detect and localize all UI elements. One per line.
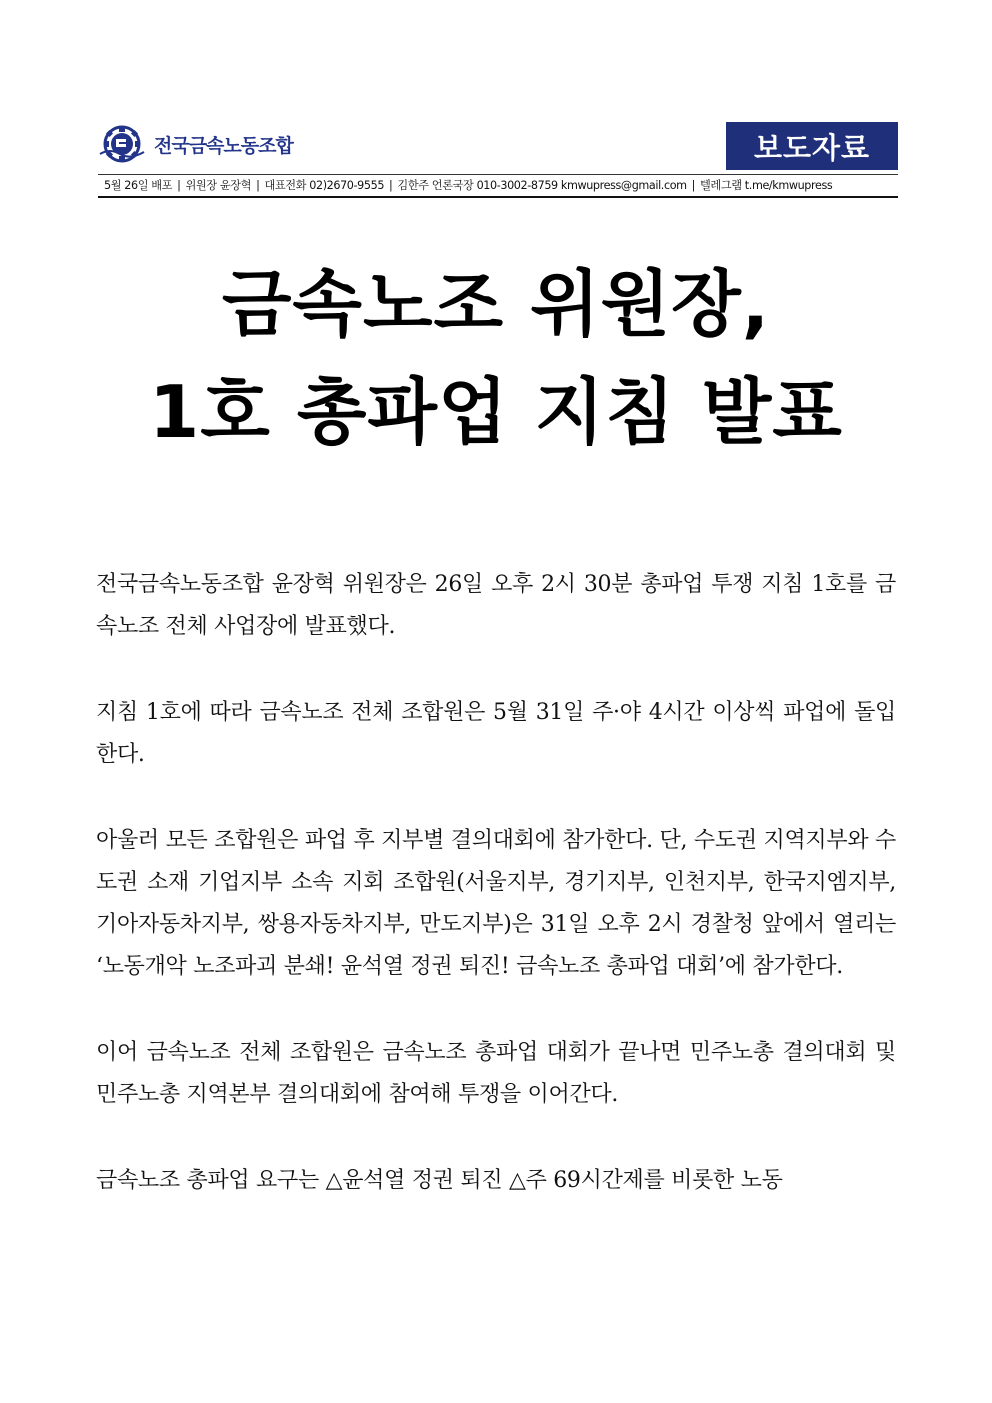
headline-line-1: 금속노조 위원장, (221, 262, 771, 346)
separator: | (177, 179, 181, 192)
main-phone: 대표전화 02)2670-9555 (264, 179, 385, 192)
release-date: 5월 26일 배포 (104, 179, 173, 192)
paragraph: 지침 1호에 따라 금속노조 전체 조합원은 5월 31일 주·야 4시간 이상씩 파업에 돌입한다. (96, 700, 896, 767)
paragraph: 아울러 모든 조합원은 파업 후 지부별 결의대회에 참가한다. 단, 수도권 지역지부와 수도권 소재 기업지부 소속 지회 조합원(서울지부, 경기지부, 인천지부, 한국지엠지부, 기아자동차지부, 쌍용자동차지부, 만도지부)은 31일 오후 2시 경찰청 앞에서 열리는 ‘노동개악 노조파괴 분쇄! 윤석열 정권 퇴진! 금속노조 총파업 대회’에 참가한다. (96, 828, 896, 979)
paragraph: 이어 금속노조 전체 조합원은 금속노조 총파업 대회가 끝나면 민주노총 결의대회 및 민주노총 지역본부 결의대회에 참여해 투쟁을 이어간다. (96, 1040, 896, 1107)
press-header (98, 122, 898, 202)
union-name: 전국금속노동조합 (154, 134, 293, 157)
separator: | (389, 179, 393, 192)
separator: | (691, 179, 696, 192)
union-emblem-icon (98, 124, 148, 164)
headline (0, 250, 992, 466)
headline-line-2: 1호 총파업 지침 발표 (149, 370, 843, 454)
paragraph: 전국금속노동조합 윤장혁 위원장은 26일 오후 2시 30분 총파업 투쟁 지침 1호를 금속노조 전체 사업장에 발표했다. (96, 572, 896, 639)
chairman: 위원장 윤장혁 (185, 179, 252, 192)
press-release-badge: 보도자료 (726, 122, 898, 170)
union-logo (98, 124, 293, 164)
contact-info-bar (98, 174, 898, 198)
press-contact: 김한주 언론국장 010-3002-8759 kmwupress@gmail.com (397, 179, 687, 192)
separator: | (256, 179, 260, 192)
telegram-link: 텔레그램 t.me/kmwupress (700, 179, 833, 192)
paragraph: 금속노조 총파업 요구는 △윤석열 정권 퇴진 △주 69시간제를 비롯한 노동 (96, 1168, 783, 1193)
article-body (96, 564, 896, 1246)
